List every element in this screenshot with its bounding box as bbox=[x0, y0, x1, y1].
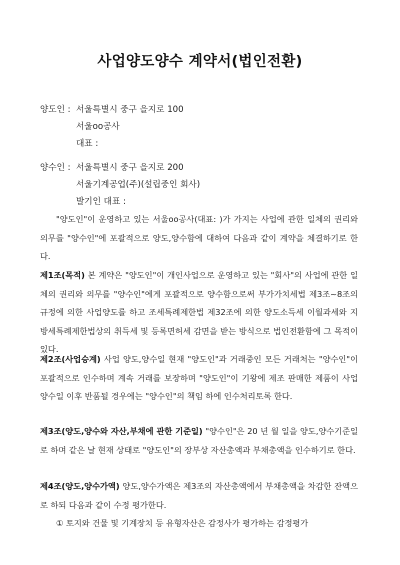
article-2 bbox=[40, 350, 358, 406]
transferor-label: 양도인 : bbox=[40, 105, 71, 115]
transferor-rep: 대표 : bbox=[76, 139, 99, 149]
transferor-address: 서울특별시 중구 을지로 100 bbox=[76, 105, 184, 115]
article-2-body: 사업 양도,양수일 현재 "양도인"과 거래중인 모든 거래처는 "양수인"이 포괄적으로 인수하며 계속 거래를 보장하며 "양도인"이 기왕에 제조 판매한 제품이 사업양수일 이후 반품될 경우에는 "양수인"의 책임 하에 인수처리토록 한다. bbox=[40, 354, 358, 401]
transferee-rep: 발기인 대표 : bbox=[76, 197, 126, 207]
article-4-item-1: ① 토지와 건물 및 기계장치 등 유형자산은 감정사가 평가하는 감정평가 bbox=[56, 518, 309, 528]
article-1 bbox=[40, 266, 358, 359]
article-3 bbox=[40, 422, 358, 459]
article-1-body: 본 계약은 "양도인"이 개인사업으로 운영하고 있는 "회사"의 사업에 관한 일체의 권리와 의무를 "양수인"에게 포괄적으로 양수함으로써 부가가치세법 제3조~8조의 규정에 의한 사업양도를 하고 조세특례제한법 제32조에 의한 양도소득세 이월과세와 지방세특례제한법상의 취득세 및 등록면허세 감면을 받는 방식으로 법인전환함에 그 목적이 있다. bbox=[40, 270, 358, 354]
article-3-body: "양수인"은 20 년 월 일을 양도,양수기준일로 하며 같은 날 현재 상태로 "양도인"의 장부상 자산총액과 부채총액을 인수하기로 한다. bbox=[40, 426, 358, 455]
article-3-heading: 제3조(양도,양수와 자산,부채에 관한 기준일) bbox=[40, 426, 203, 436]
transferee-address: 서울특별시 중구 을지로 200 bbox=[76, 163, 184, 173]
article-4 bbox=[40, 477, 358, 514]
article-4-heading: 제4조(양도,양수가액) bbox=[40, 481, 120, 491]
document-title: 사업양도양수 계약서(법인전환) bbox=[97, 54, 303, 70]
transferor-company: 서울oo공사 bbox=[76, 122, 120, 132]
transferee-label: 양수인 : bbox=[40, 163, 71, 173]
article-4-body: 양도,양수가액은 제3조의 자산총액에서 부채총액을 차감한 잔액으로 하되 다음과 같이 수정 평가한다. bbox=[40, 481, 358, 510]
article-1-heading: 제1조(목적) bbox=[40, 270, 85, 280]
article-2-heading: 제2조(사업승계) bbox=[40, 354, 101, 364]
intro-paragraph: "양도인"이 운영하고 있는 서울oo공사(대표: )가 가지는 사업에 관한 일체의 권리와 의무를 "양수인"에 포괄적으로 양도,양수함에 대하여 다음과 같이 계약을 체결하기로 한다. bbox=[40, 214, 358, 261]
transferee-company: 서울기계공업(주)(설립중인 회사) bbox=[76, 180, 201, 190]
